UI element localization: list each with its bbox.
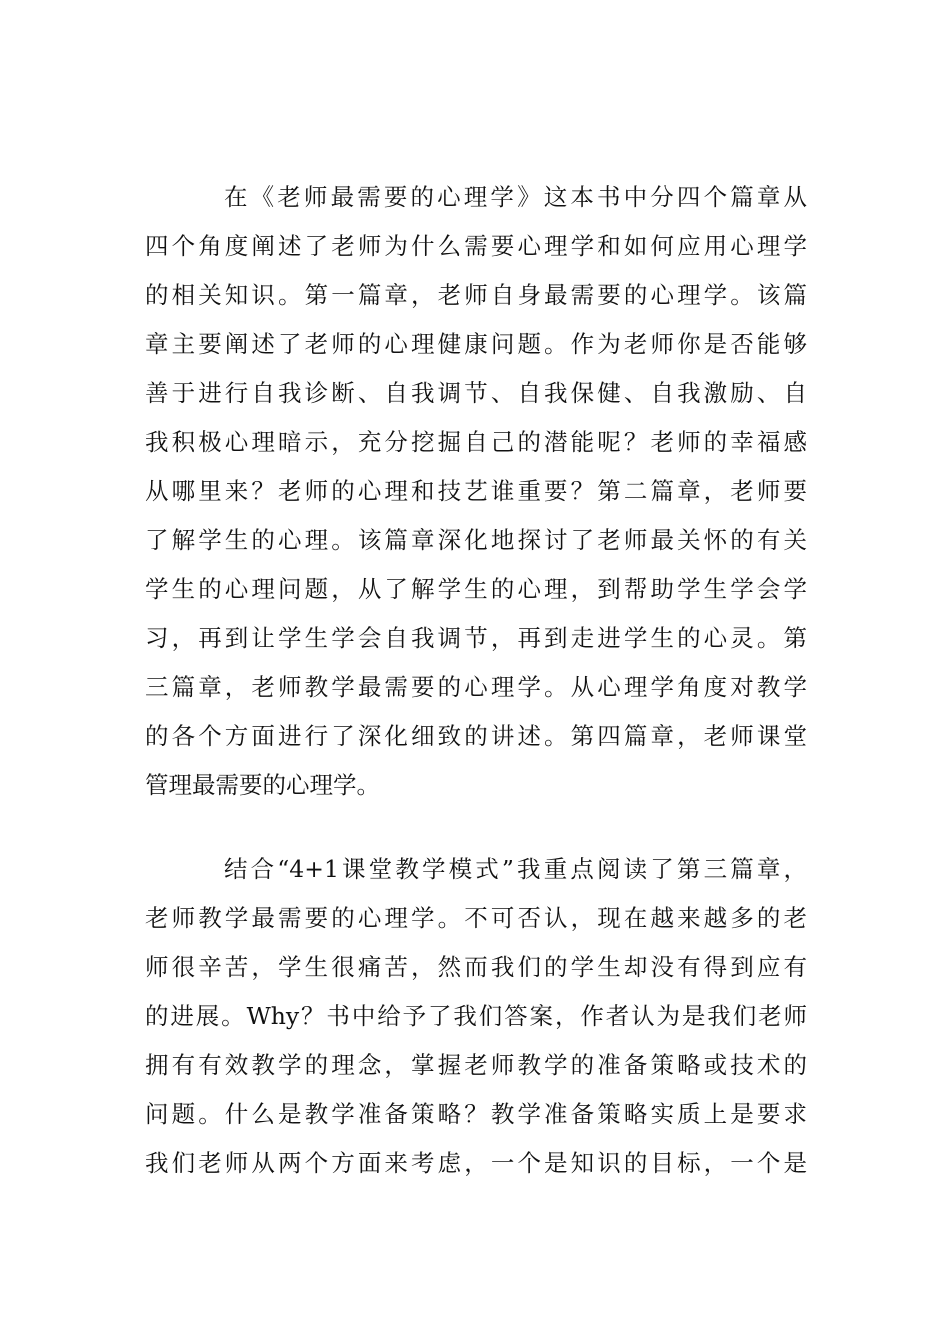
paragraph-line: 从哪里来？老师的心理和技艺谁重要？第二篇章，老师要 [145, 477, 807, 505]
paragraph-line: 善于进行自我诊断、自我调节、自我保健、自我激励、自 [145, 379, 807, 407]
paragraph-line: 我积极心理暗示，充分挖掘自己的潜能呢？老师的幸福感 [145, 428, 807, 456]
paragraph-line: 章主要阐述了老师的心理健康问题。作为老师你是否能够 [145, 330, 807, 358]
paragraph-line: 了解学生的心理。该篇章深化地探讨了老师最关怀的有关 [145, 526, 807, 554]
paragraph-line: 问题。什么是教学准备策略？教学准备策略实质上是要求 [145, 1100, 807, 1128]
paragraph-line: 的各个方面进行了深化细致的讲述。第四篇章，老师课堂 [145, 722, 807, 750]
paragraph-line: 的相关知识。第一篇章，老师自身最需要的心理学。该篇 [145, 281, 807, 309]
paragraph-line: 在《老师最需要的心理学》这本书中分四个篇章从 [224, 183, 807, 211]
paragraph-line: 老师教学最需要的心理学。不可否认，现在越来越多的老 [145, 904, 807, 932]
paragraph-line: 我们老师从两个方面来考虑，一个是知识的目标，一个是 [145, 1149, 807, 1177]
paragraph-line: 四个角度阐述了老师为什么需要心理学和如何应用心理学 [145, 232, 807, 260]
paragraph-line: 的进展。Why？书中给予了我们答案，作者认为是我们老师 [145, 1002, 807, 1030]
paragraph-line: 三篇章，老师教学最需要的心理学。从心理学角度对教学 [145, 673, 807, 701]
paragraph-line: 结合“4+1课堂教学模式”我重点阅读了第三篇章， [224, 855, 807, 883]
paragraph-line: 学生的心理问题，从了解学生的心理，到帮助学生学会学 [145, 575, 807, 603]
paragraph-line: 拥有有效教学的理念，掌握老师教学的准备策略或技术的 [145, 1051, 807, 1079]
paragraph-line: 管理最需要的心理学。 [145, 771, 380, 799]
paragraph-line: 习，再到让学生学会自我调节，再到走进学生的心灵。第 [145, 624, 807, 652]
paragraph-line: 师很辛苦，学生很痛苦，然而我们的学生却没有得到应有 [145, 953, 807, 981]
